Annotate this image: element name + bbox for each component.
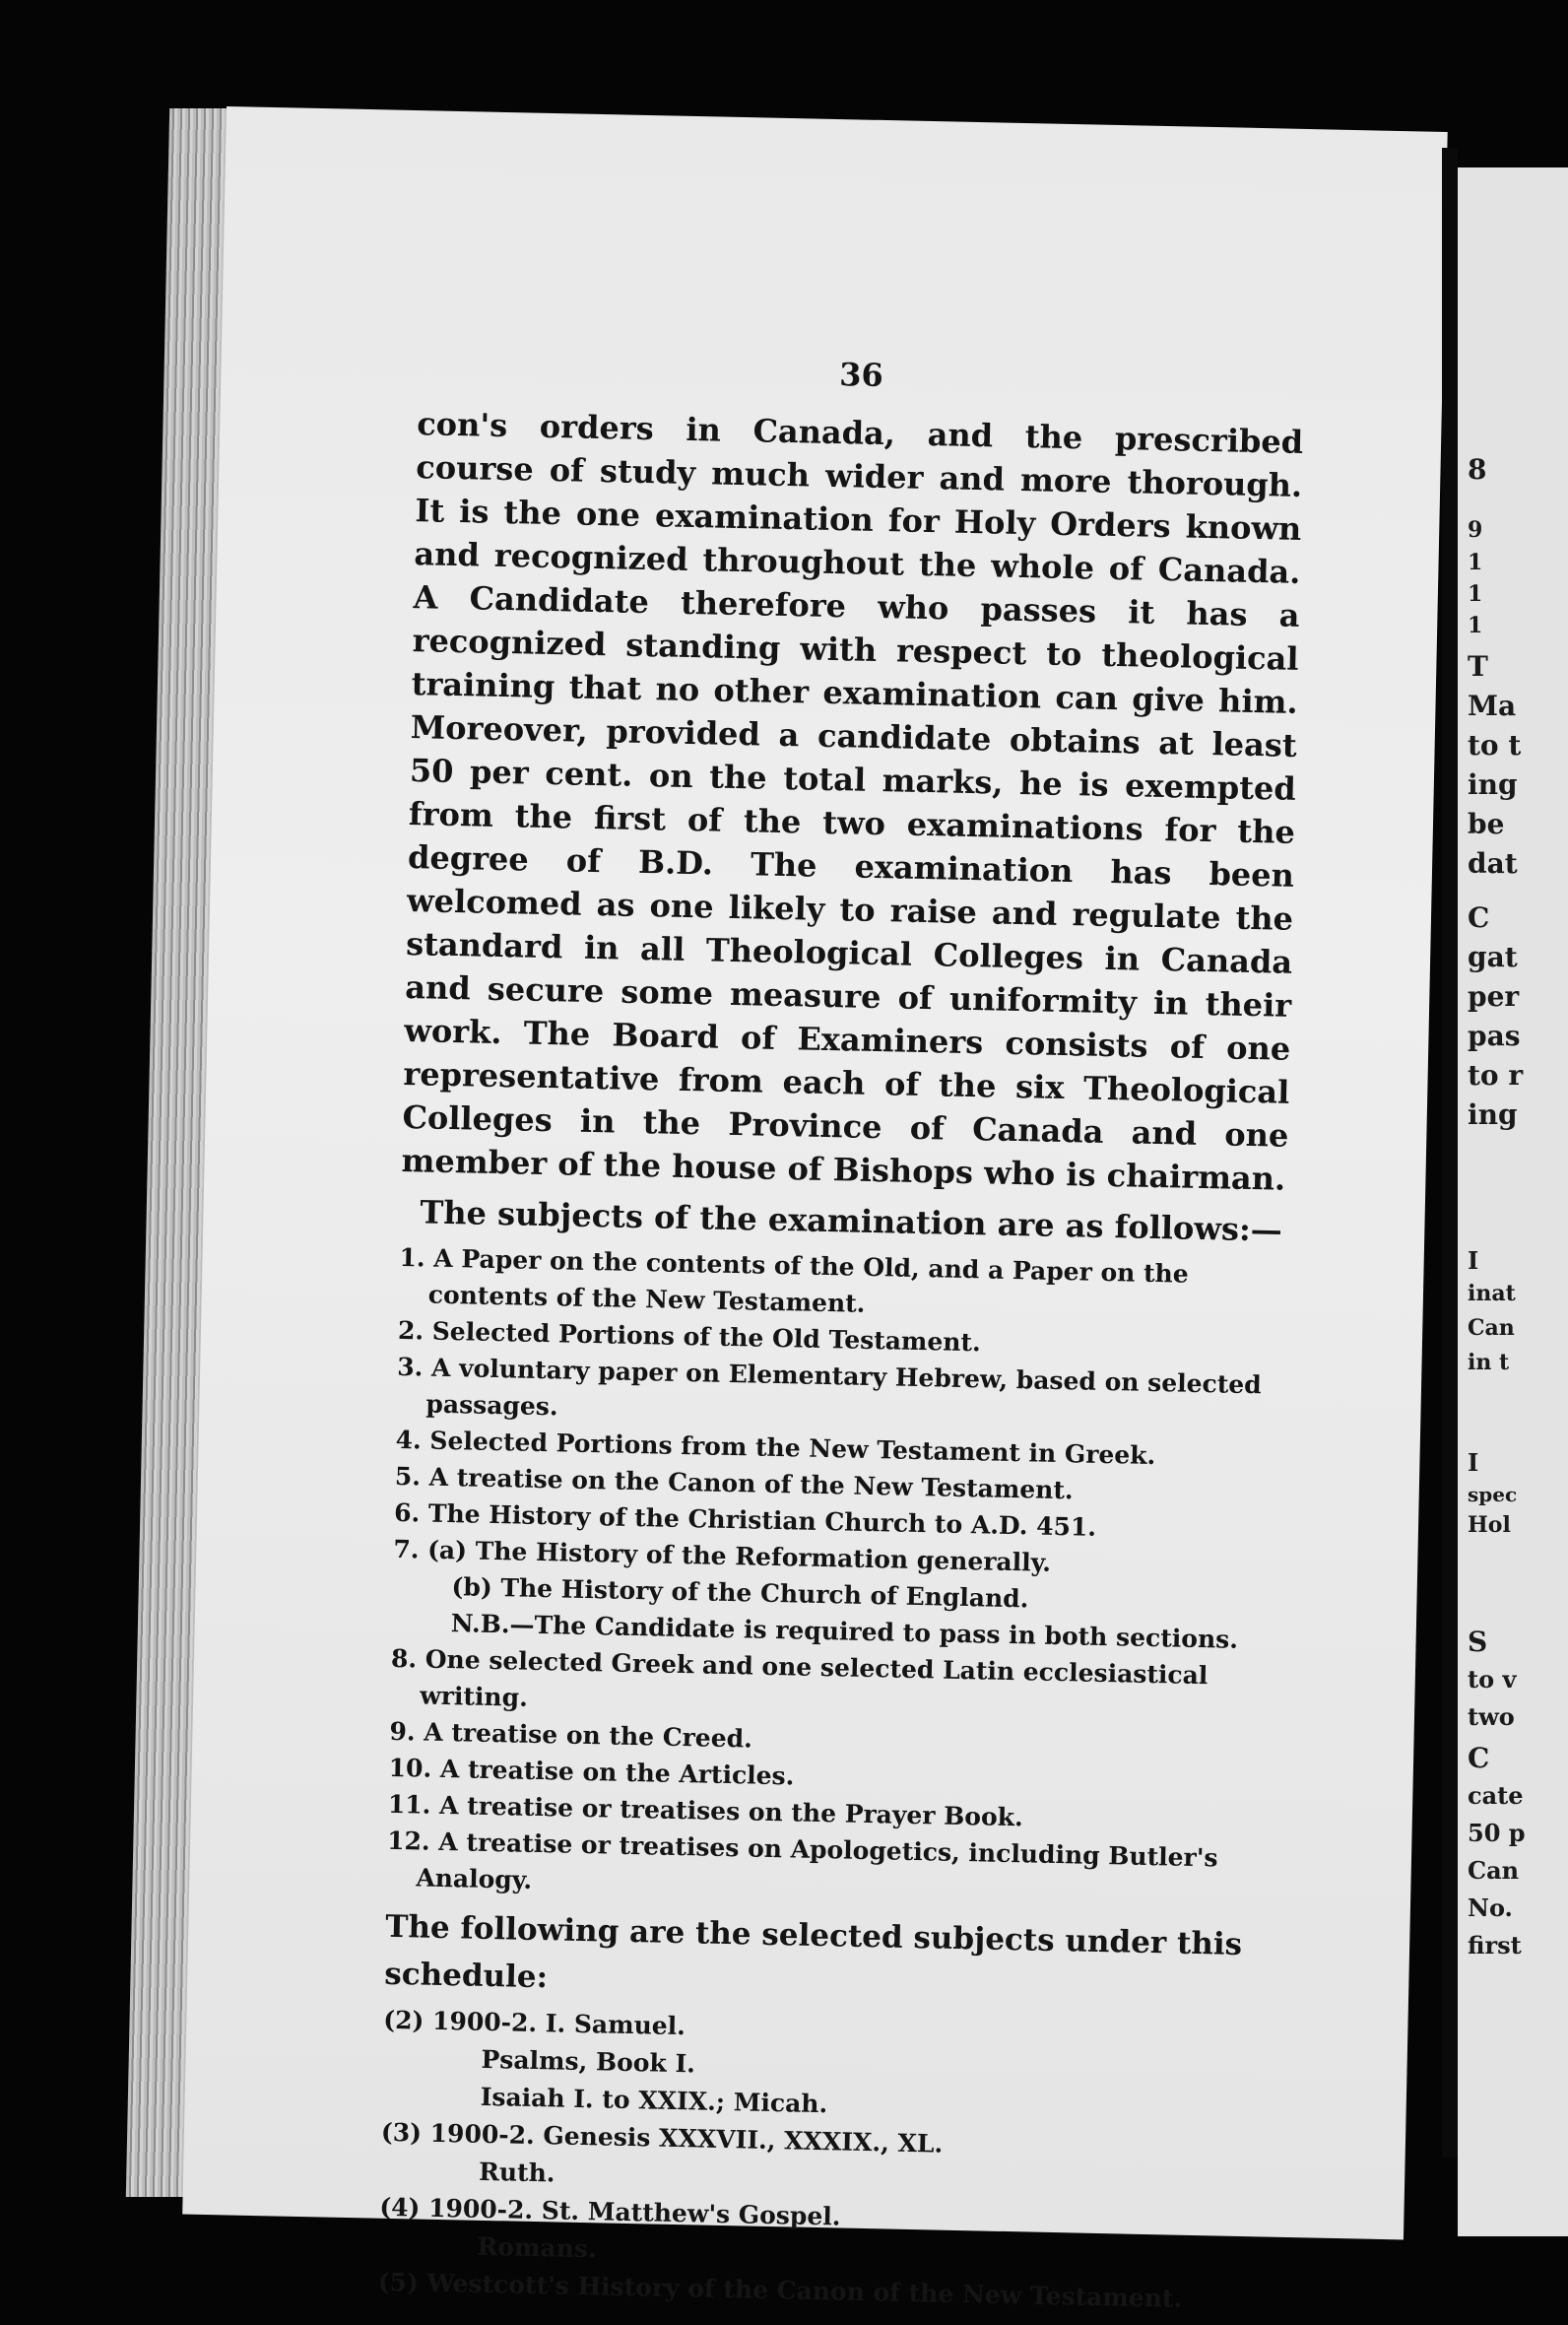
adjacent-page-fragment: to t xyxy=(1468,729,1522,762)
adjacent-page-fragment: to v xyxy=(1468,1665,1517,1694)
adjacent-page-fragment: Ma xyxy=(1468,690,1517,722)
subjects-intro: The subjects of the examination are as follows:— xyxy=(420,1193,1283,1249)
selected-subject: Romans. xyxy=(477,2231,597,2264)
adjacent-page-strip xyxy=(1458,167,1568,2236)
adjacent-page-fragment: spec xyxy=(1468,1483,1518,1506)
adjacent-page-fragment: I xyxy=(1468,1246,1479,1275)
adjacent-page-fragment: in t xyxy=(1468,1350,1510,1375)
subject-item: 3. A voluntary paper on Elementary Hebrew, based on selected passages. xyxy=(396,1352,1263,1422)
adjacent-page-fragment: Can xyxy=(1468,1315,1515,1341)
subject-item: (b) The History of the Church of England. xyxy=(451,1572,1029,1614)
page-text xyxy=(377,347,1304,2319)
adjacent-page-fragment: 1 xyxy=(1468,581,1483,607)
body-paragraph: con's orders in Canada, and the prescribed course of study much wider and more thorough. It is the one examination for Holy Orders known and recognized throughout the whole of Canada. A Candidate therefore who passes it has a recognized standing with respect to theological training that no other examination can give him. Moreover, provided a candidate obtains at least 50 per cent. on the total marks, he is exempted from the first of the two examinations for the degree of B.D. The examination has been welcomed as one likely to raise and regulate the standard in all Theological Colleges in Canada and secure some measure of uniformity in their work. The Board of Examiners consists of one representative from each of the six Theological Colleges in the Province of Canada and one member of the house of Bishops who is chairman. xyxy=(401,405,1304,1198)
adjacent-page-fragment: 50 p xyxy=(1468,1819,1526,1847)
subject-item: 11. A treatise or treatises on the Prayer Book. xyxy=(387,1789,1024,1832)
book-page xyxy=(182,106,1448,2313)
adjacent-page-fragment: first xyxy=(1468,1931,1522,1960)
adjacent-page-fragment: ing xyxy=(1468,1098,1518,1131)
subject-item: 5. A treatise on the Canon of the New Testament. xyxy=(394,1461,1074,1505)
selected-subject: (2) 1900-2. I. Samuel. xyxy=(383,2005,686,2041)
adjacent-page-fragment: per xyxy=(1468,980,1520,1013)
adjacent-page-fragment: to r xyxy=(1468,1059,1524,1092)
adjacent-page-fragment: I xyxy=(1468,1448,1479,1477)
adjacent-page-fragment: No. xyxy=(1468,1893,1513,1922)
adjacent-page-fragment: be xyxy=(1468,808,1505,840)
adjacent-page-fragment: 1 xyxy=(1468,550,1483,575)
selected-subject: (5) Westcott's History of the Canon of the New Testament. xyxy=(377,2267,1183,2313)
adjacent-page-fragment: inat xyxy=(1468,1281,1516,1306)
subject-note: N.B.—The Candidate is required to pass in both sections. xyxy=(450,1609,1239,1654)
adjacent-page-fragment: C xyxy=(1468,1742,1490,1774)
adjacent-page-fragment: Hol xyxy=(1468,1512,1511,1538)
subject-item: 7. (a) The History of the Reformation generally. xyxy=(393,1534,1052,1577)
selected-subject: Psalms, Book I. xyxy=(481,2044,696,2079)
selected-subjects-heading: The following are the selected subjects under this schedule: xyxy=(383,1908,1243,1996)
subject-item: 4. Selected Portions from the New Testament in Greek. xyxy=(395,1425,1156,1471)
subject-item: 12. A treatise or treatises on Apologetics, including Butler's Analogy. xyxy=(386,1826,1218,1894)
subject-item: 6. The History of the Christian Church to A.D. 451. xyxy=(393,1497,1097,1542)
adjacent-page-fragment: pas xyxy=(1468,1020,1521,1052)
adjacent-page-fragment: gat xyxy=(1468,941,1518,973)
book-gutter xyxy=(1442,148,1458,2158)
adjacent-page-fragment: T xyxy=(1468,650,1488,683)
adjacent-page-fragment: cate xyxy=(1468,1781,1524,1810)
subject-item: 8. One selected Greek and one selected Latin ecclesiastical writing. xyxy=(390,1643,1209,1712)
subject-item: 9. A treatise on the Creed. xyxy=(389,1716,753,1754)
subject-item: 1. A Paper on the contents of the Old, and a Paper on the contents of the New Testament. xyxy=(399,1242,1189,1318)
adjacent-page-fragment: 1 xyxy=(1468,613,1483,638)
selected-subject: Ruth. xyxy=(478,2157,555,2188)
adjacent-page-fragment: Can xyxy=(1468,1856,1520,1885)
subject-item: 2. Selected Portions of the Old Testament. xyxy=(397,1315,982,1358)
adjacent-page-fragment: ing xyxy=(1468,768,1518,801)
selected-subject: (4) 1900-2. St. Matthew's Gospel. xyxy=(379,2192,841,2231)
adjacent-page-fragment: C xyxy=(1468,901,1490,934)
adjacent-page-fragment: S xyxy=(1468,1626,1488,1658)
page-number: 36 xyxy=(838,356,884,395)
selected-subject: (3) 1900-2. Genesis XXXVII., XXXIX., XL. xyxy=(380,2117,944,2159)
subject-item: 10. A treatise on the Articles. xyxy=(388,1753,795,1791)
selected-subject: Isaiah I. to XXIX.; Micah. xyxy=(480,2082,828,2119)
adjacent-page-fragment: two xyxy=(1468,1702,1515,1731)
adjacent-page-fragment: 8 xyxy=(1468,453,1487,486)
adjacent-page-fragment: dat xyxy=(1468,847,1518,880)
adjacent-page-fragment: 9 xyxy=(1468,517,1483,543)
